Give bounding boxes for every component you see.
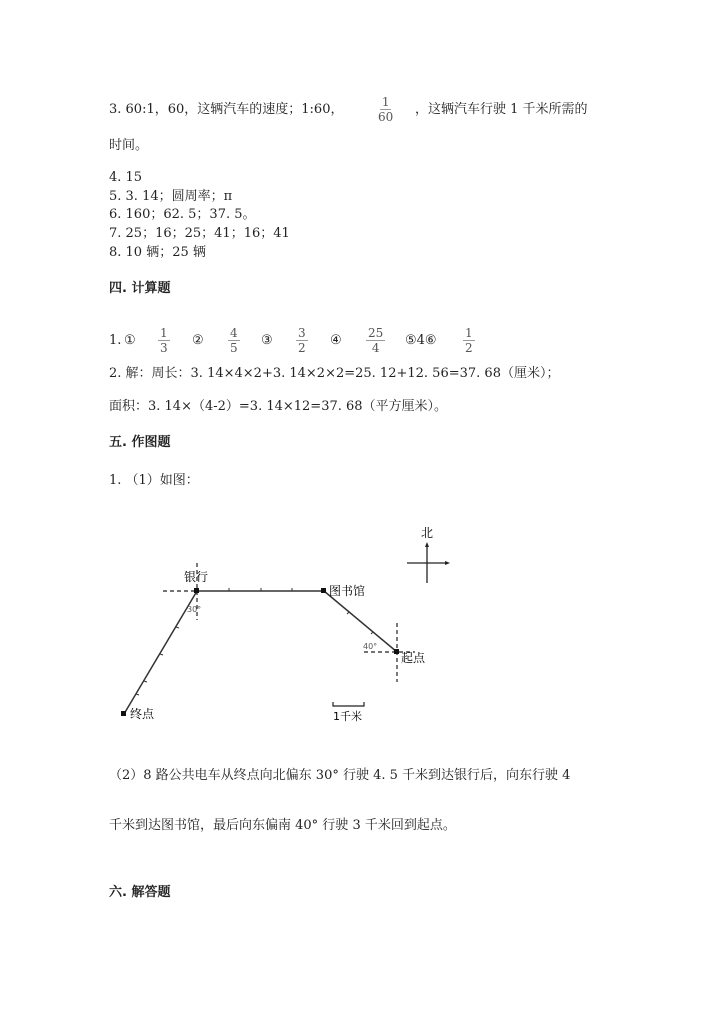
q1-label-5: ⑤4⑥: [405, 333, 437, 348]
scale-label: 1千米: [333, 710, 362, 723]
start-label: 起点: [401, 651, 426, 665]
denominator: 4: [371, 341, 380, 355]
answer-4: 4. 15: [109, 170, 143, 185]
section-5-heading: 五. 作图题: [109, 435, 171, 450]
angle-40-label: 40°: [363, 642, 378, 651]
route-lines: [124, 591, 397, 714]
denominator: 2: [298, 341, 306, 355]
q2-line-2: 面积：3. 14×（4-2）=3. 14×12=37. 68（平方厘米）。: [109, 399, 448, 414]
numerator: 4: [230, 326, 238, 340]
q1-prefix: 1.: [109, 333, 122, 348]
q1-label-1: ①: [124, 333, 136, 348]
section-4-heading: 四. 计算题: [109, 281, 171, 296]
drawing-q2-line-2: 千米到达图书馆，最后向东偏南 40° 行驶 3 千米回到起点。: [109, 818, 456, 833]
denominator: 5: [230, 341, 238, 355]
numerator: 25: [368, 326, 384, 340]
answer-3-a: 3. 60:1，60，这辆汽车的速度；1:60，: [109, 102, 344, 117]
q1-label-3: ③: [261, 333, 273, 348]
q2-line-1: 2. 解：周长：3. 14×4×2+3. 14×2×2=25. 12+12. 56=37. 68（厘米）；: [109, 366, 560, 381]
bank-label: 银行: [184, 570, 209, 584]
answer-6: 6. 160；62. 5；37. 5。: [109, 207, 256, 222]
q1-label-2: ②: [192, 333, 204, 348]
north-arrow-icon: [407, 542, 450, 583]
km-ticks: [136, 588, 373, 695]
answer-5: 5. 3. 14；圆周率；π: [109, 189, 233, 204]
answer-7: 7. 25；16；25；41；16；41: [109, 226, 290, 241]
denominator: 2: [465, 341, 473, 355]
drawing-q2-line-1: （2）8 路公共电车从终点向北偏东 30° 行驶 4. 5 千米到达银行后，向东行驶 4: [109, 768, 571, 783]
north-label: 北: [421, 526, 434, 540]
denominator: 3: [160, 341, 168, 355]
numerator: 1: [381, 95, 390, 109]
scale-bar: [333, 702, 364, 706]
numerator: 3: [298, 326, 306, 340]
drawing-q1: 1. （1）如图：: [109, 473, 199, 488]
numerator: 1: [160, 326, 168, 340]
library-label: 图书馆: [329, 584, 366, 598]
q1-label-4: ④: [330, 333, 342, 348]
denominator: 60: [378, 110, 394, 124]
point-markers: [121, 588, 399, 716]
end-label: 终点: [130, 707, 155, 721]
angle-30-label: 30°: [187, 605, 202, 614]
answer-3-b: ，这辆汽车行驶 1 千米所需的: [415, 102, 588, 117]
answer-3-c: 时间。: [109, 138, 149, 153]
section-6-heading: 六. 解答题: [109, 885, 171, 900]
numerator: 1: [465, 326, 473, 340]
answer-8: 8. 10 辆；25 辆: [109, 245, 206, 260]
